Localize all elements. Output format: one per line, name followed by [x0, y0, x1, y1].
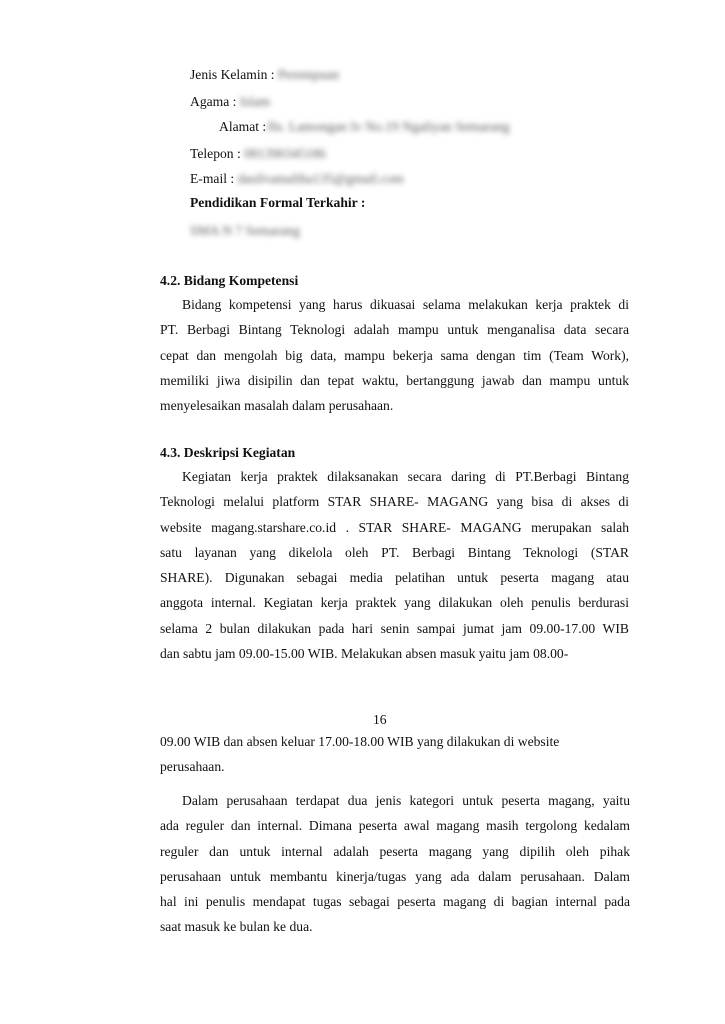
email-value: dasilvamaliha135@gmail.com	[237, 171, 404, 186]
paragraph-line: PT. Berbagi Bintang Teknologi adalah mampu untuk menganalisa data secara	[160, 322, 629, 338]
phone-value: 081390345186	[244, 146, 326, 161]
paragraph-line: Dalam perusahaan terdapat dua jenis kategori untuk peserta magang, yaitu	[182, 793, 630, 808]
paragraph-line: dan sabtu jam 09.00-15.00 WIB. Melakukan absen masuk yaitu jam 08.00-	[160, 646, 569, 662]
gender-row	[190, 66, 339, 84]
gender-value: Perempuan	[277, 67, 340, 82]
education-label: Pendidikan Formal Terkahir :	[190, 195, 366, 210]
paragraph-deskripsi-kegiatan	[160, 468, 629, 670]
address-row	[219, 118, 510, 136]
section-heading-bidang-kompetensi: 4.2. Bidang Kompetensi	[160, 273, 299, 288]
religion-row	[190, 93, 270, 111]
phone-label: Telepon :	[190, 146, 241, 161]
address-value: Jln. Lamongan Iv No.19 Ngaliyan Semarang	[266, 119, 510, 134]
paragraph-line: cepat dan mengolah big data, mampu bekerja sama dengan tim (Team Work),	[160, 347, 629, 363]
paragraph-line: hal ini penulis mendapat tugas sebagai peserta magang di bagian internal pada	[160, 894, 630, 910]
address-label: Alamat :	[219, 119, 267, 134]
paragraph-line: Bidang kompetensi yang harus dikuasai selama melakukan kerja praktek di	[182, 297, 629, 312]
paragraph-bidang-kompetensi	[160, 296, 629, 422]
page-number: 16	[373, 712, 387, 727]
paragraph-line: perusahaan untuk membantu kinerja/tugas yang ada dalam perusahaan. Dalam	[160, 868, 630, 884]
email-row	[190, 170, 404, 188]
paragraph-line: reguler dan untuk internal adalah peserta magang yang dipilih oleh pihak	[160, 843, 630, 859]
paragraph-line: Teknologi melalui platform STAR SHARE- MAGANG yang bisa di akses di	[160, 494, 629, 510]
paragraph-line: anggota internal. Kegiatan kerja praktek yang dilakukan oleh penulis berdurasi	[160, 595, 629, 611]
paragraph-kategori-magang	[160, 792, 630, 944]
paragraph-line: Kegiatan kerja praktek dilaksanakan secara daring di PT.Berbagi Bintang	[182, 469, 629, 484]
email-label: E-mail :	[190, 171, 235, 186]
religion-value: Islam	[239, 94, 271, 109]
paragraph-continuation	[160, 733, 629, 784]
paragraph-line: SHARE). Digunakan sebagai media pelatihan untuk peserta magang atau	[160, 570, 629, 586]
paragraph-line: website magang.starshare.co.id . STAR SHARE- MAGANG merupakan salah	[160, 519, 629, 535]
paragraph-line: ada reguler dan internal. Dimana peserta awal magang masih tergolong kedalam	[160, 818, 630, 834]
paragraph-line: menyelesaikan masalah dalam perusahaan.	[160, 398, 394, 414]
gender-label: Jenis Kelamin :	[190, 67, 275, 82]
phone-row	[190, 145, 326, 163]
paragraph-line: satu layanan yang dikelola oleh PT. Berbagi Bintang Teknologi (STAR	[160, 544, 629, 560]
paragraph-line: perusahaan.	[160, 759, 225, 775]
religion-label: Agama :	[190, 94, 237, 109]
paragraph-line: saat masuk ke bulan ke dua.	[160, 919, 313, 935]
paragraph-line: memiliki jiwa disipilin dan tepat waktu, bertanggung jawab dan mampu untuk	[160, 372, 629, 388]
education-value: SMA N 7 Semarang	[190, 223, 300, 238]
section-heading-deskripsi-kegiatan: 4.3. Deskripsi Kegiatan	[160, 445, 296, 460]
paragraph-line: 09.00 WIB dan absen keluar 17.00-18.00 WIB yang dilakukan di website	[160, 734, 560, 749]
paragraph-line: selama 2 bulan dilakukan pada hari senin sampai jumat jam 09.00-17.00 WIB	[160, 620, 629, 636]
